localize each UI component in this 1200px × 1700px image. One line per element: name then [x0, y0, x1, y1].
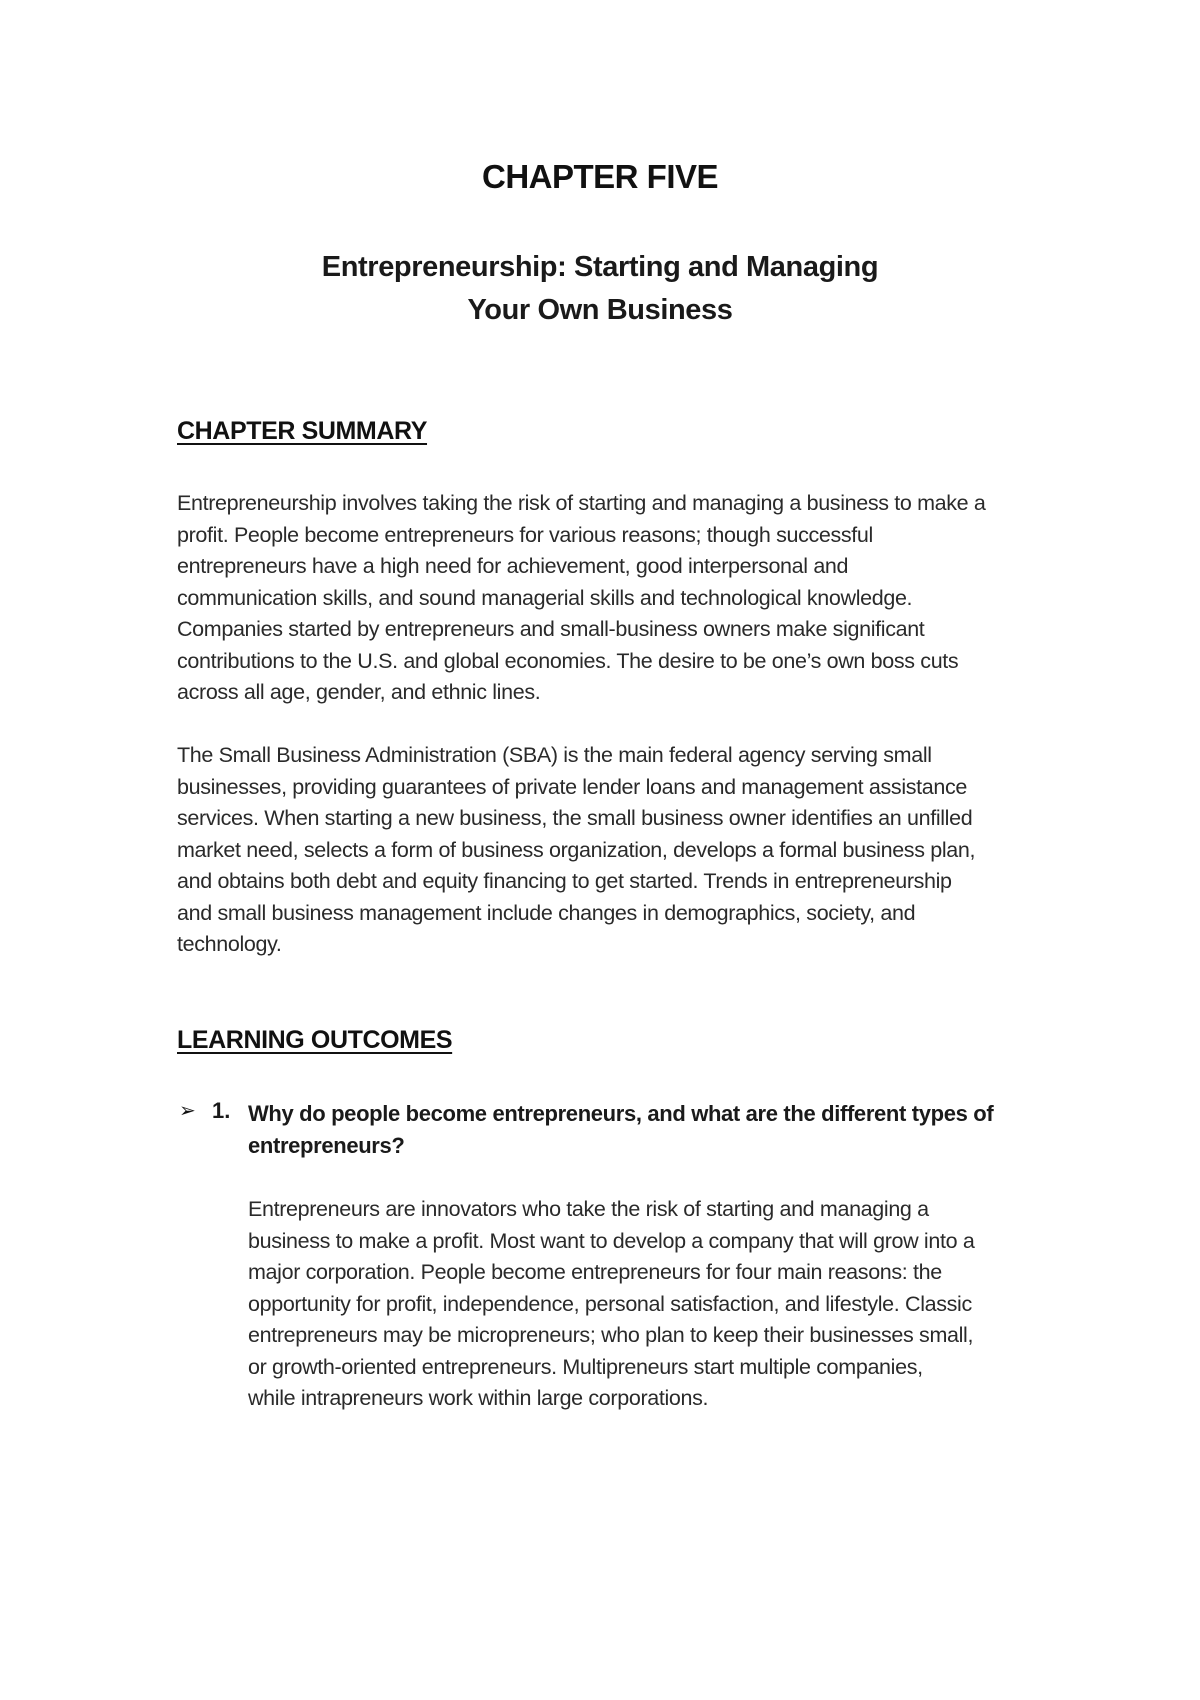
subtitle-line-1: Entrepreneurship: Starting and Managing [321, 251, 879, 283]
chapter-title: CHAPTER FIVE [481, 158, 719, 195]
text-line: across all age, gender, and ethnic lines. [177, 680, 541, 704]
text-line: market need, selects a form of business organization, develops a formal business plan, [177, 837, 976, 862]
outcome-number: 1. [212, 1098, 231, 1123]
arrow-bullet-icon: ➢ [179, 1100, 196, 1122]
text-line: services. When starting a new business, the small business owner identifies an unfilled [177, 806, 973, 830]
text-line: businesses, providing guarantees of private lender loans and management assistance [177, 774, 968, 799]
text-line: Companies started by entrepreneurs and small-business owners make significant [177, 617, 925, 641]
answer-line: Entrepreneurs are innovators who take the risk of starting and managing a [248, 1197, 929, 1221]
text-line: communication skills, and sound managerial skills and technological knowledge. [177, 585, 913, 610]
outcome-question [248, 1098, 1048, 1161]
chapter-subtitle [0, 246, 1200, 332]
summary-paragraph-1 [177, 488, 1037, 709]
text-line: and small business management include changes in demographics, society, and [177, 900, 916, 925]
outcome-answer [248, 1194, 1048, 1415]
learning-outcomes-heading: LEARNING OUTCOMES [177, 1026, 453, 1054]
question-line: entrepreneurs? [248, 1132, 405, 1158]
answer-line: or growth-oriented entrepreneurs. Multipreneurs start multiple companies, [248, 1354, 923, 1379]
text-line: The Small Business Administration (SBA) is the main federal agency serving small [177, 743, 932, 767]
summary-paragraph-2 [177, 740, 1037, 961]
answer-line: opportunity for profit, independence, personal satisfaction, and lifestyle. Classic [248, 1291, 972, 1316]
chapter-summary-heading: CHAPTER SUMMARY [177, 417, 428, 445]
answer-line: major corporation. People become entrepreneurs for four main reasons: the [248, 1260, 942, 1284]
answer-line: business to make a profit. Most want to develop a company that will grow into a [248, 1228, 975, 1253]
text-line: entrepreneurs have a high need for achievement, good interpersonal and [177, 554, 849, 578]
text-line: Entrepreneurship involves taking the risk of starting and managing a business to make a [177, 491, 986, 515]
subtitle-line-2: Your Own Business [467, 294, 733, 326]
text-line: and obtains both debt and equity financing to get started. Trends in entrepreneurship [177, 869, 952, 893]
answer-line: entrepreneurs may be micropreneurs; who plan to keep their businesses small, [248, 1323, 974, 1347]
text-line: contributions to the U.S. and global economies. The desire to be one’s own boss cuts [177, 648, 959, 673]
answer-line: while intrapreneurs work within large corporations. [248, 1386, 709, 1410]
text-line: profit. People become entrepreneurs for various reasons; though successful [177, 522, 873, 547]
question-line: Why do people become entrepreneurs, and what are the different types of [248, 1101, 994, 1126]
text-line: technology. [177, 932, 282, 956]
